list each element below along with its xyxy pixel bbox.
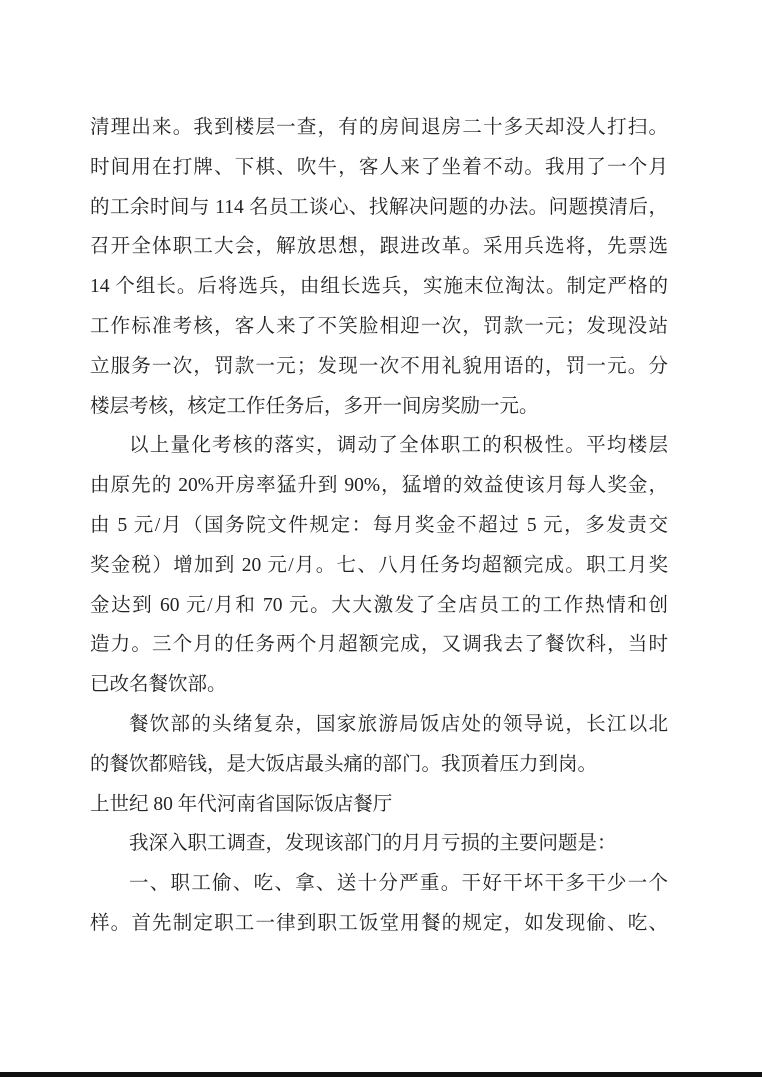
text-line: 楼层考核，核定工作任务后，多开一间房奖励一元。 xyxy=(90,395,539,417)
text-line: 样。首先制定职工一律到职工饭堂用餐的规定，如发现偷、吃、 xyxy=(90,912,668,934)
text-line: 我深入职工调查，发现该部门的月月亏损的主要问题是： xyxy=(129,833,617,855)
text-line: 14 个组长。后将选兵，由组长选兵，实施末位淘汰。制定严格的 xyxy=(90,276,668,298)
text-line: 的餐饮都赔钱，是大饭店最头痛的部门。我顶着压力到岗。 xyxy=(90,753,598,775)
page-text xyxy=(90,108,668,944)
text-line: 的工余时间与 114 名员工谈心、找解决问题的办法。问题摸清后， xyxy=(90,196,668,218)
text-line: 金达到 60 元/月和 70 元。大大激发了全店员工的工作热情和创 xyxy=(90,594,668,616)
text-line: 以上量化考核的落实，调动了全体职工的积极性。平均楼层 xyxy=(129,435,668,457)
text-line: 时间用在打牌、下棋、吹牛，客人来了坐着不动。我用了一个月 xyxy=(90,156,668,178)
text-line: 立服务一次，罚款一元；发现一次不用礼貌用语的，罚一元。分 xyxy=(90,355,668,377)
bottom-edge-bar xyxy=(0,1072,762,1077)
text-line: 奖金税）增加到 20 元/月。七、八月任务均超额完成。职工月奖 xyxy=(90,554,668,576)
text-line: 由 5 元/月（国务院文件规定：每月奖金不超过 5 元，多发责交 xyxy=(90,514,668,536)
text-line: 已改名餐饮部。 xyxy=(90,674,227,696)
text-line: 造力。三个月的任务两个月超额完成，又调我去了餐饮科，当时 xyxy=(90,634,668,656)
text-line: 餐饮部的头绪复杂，国家旅游局饭店处的领导说，长江以北 xyxy=(129,713,668,735)
text-line: 一、职工偷、吃、拿、送十分严重。干好干坏干多干少一个 xyxy=(129,873,668,895)
text-line: 由原先的 20%开房率猛升到 90%，猛增的效益使该月每人奖金， xyxy=(90,475,668,497)
text-line: 清理出来。我到楼层一查，有的房间退房二十多天却没人打扫。 xyxy=(90,117,668,138)
text-line: 工作标准考核，客人来了不笑脸相迎一次，罚款一元；发现没站 xyxy=(90,315,668,337)
text-line: 召开全体职工大会，解放思想，跟进改革。采用兵选将，先票选 xyxy=(90,236,668,258)
text-line: 上世纪 80 年代河南省国际饭店餐厅 xyxy=(90,793,393,815)
